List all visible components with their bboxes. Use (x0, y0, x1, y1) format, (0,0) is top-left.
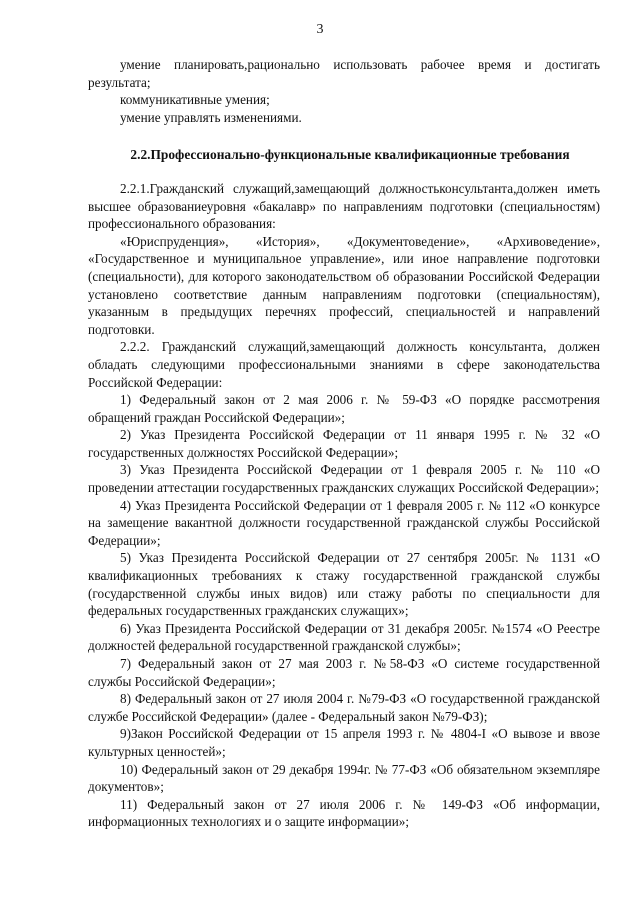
law-item: 2) Указ Президента Российской Федерации от 11 января 1995 г. № 32 «О государственных должностях Российской Федерации»; (88, 427, 600, 460)
paragraph-2-2-2: 2.2.2. Гражданский служащий,замещающий должность консультанта, должен обладать следующими профессиональными знаниями в сфере законодательства Российской Федерации: (88, 339, 600, 390)
page-number: 3 (316, 22, 324, 37)
law-item: 8) Федеральный закон от 27 июля 2004 г. №79-ФЗ «О государственной гражданской службе Российской Федерации» (далее - Федеральный закон №79-ФЗ); (88, 691, 600, 724)
section-heading: 2.2.Профессионально-функциональные квалификационные требования (130, 147, 570, 163)
intro-line: коммуникативные умения; (120, 92, 270, 108)
intro-line: умение планировать,рационально использовать рабочее время и достигать результата; (88, 57, 600, 90)
law-item: 10) Федеральный закон от 29 декабря 1994г. № 77-ФЗ «Об обязательном экземпляре документов»; (88, 761, 600, 795)
paragraph-directions: «Юриспруденция», «История», «Документоведение», «Архивоведение», «Государственное и муниципальное управление», или иное направление подготовки (специальности), для которого законодательством об образовании Российской Федерации установлено соответствие данным направлениям подготовки (специальностям), указанным в предыдущих перечнях профессий, специальностей и направлений подготовки. (88, 233, 600, 337)
law-item: 7) Федеральный закон от 27 мая 2003 г. №58-ФЗ «О системе государственной службы Российской Федерации»; (88, 656, 600, 689)
law-item: 4) Указ Президента Российской Федерации от 1 февраля 2005 г. № 112 «О конкурсе на замещение вакантной должности государственной гражданской службы Российской Федерации»; (88, 497, 600, 548)
law-item: 1) Федеральный закон от 2 мая 2006 г. № 59-ФЗ «О порядке рассмотрения обращений граждан Российской Федерации»; (88, 392, 600, 425)
law-item: 11) Федеральный закон от 27 июля 2006 г. № 149-ФЗ «Об информации, информационных технологиях и о защите информации»; (88, 796, 600, 830)
law-item: 5) Указ Президента Российской Федерации от 27 сентября 2005г. № 1131 «О квалификационных требованиях к стажу государственной гражданской службы (государственной службы иных видов) или стажу работы по специальности для федеральных государственных гражданских служащих»; (88, 550, 600, 619)
law-item: 9)Закон Российской Федерации от 15 апреля 1993 г. № 4804-I «О вывозе и ввозе культурных ценностей»; (88, 726, 600, 759)
paragraph-2-2-1: 2.2.1.Гражданский служащий,замещающий должностьконсультанта,должен иметь высшее образованиеуровня «бакалавр» по направлениям подготовки (специальностям) профессионального образования: (88, 180, 600, 232)
document-body (88, 56, 600, 831)
law-item: 3) Указ Президента Российской Федерации от 1 февраля 2005 г. № 110 «О проведении аттестации государственных гражданских служащих Российской Федерации»; (88, 462, 600, 496)
law-item: 6) Указ Президента Российской Федерации от 31 декабря 2005г. №1574 «О Реестре должностей федеральной государственной гражданской службы»; (88, 620, 600, 654)
intro-line: умение управлять изменениями. (120, 109, 302, 125)
